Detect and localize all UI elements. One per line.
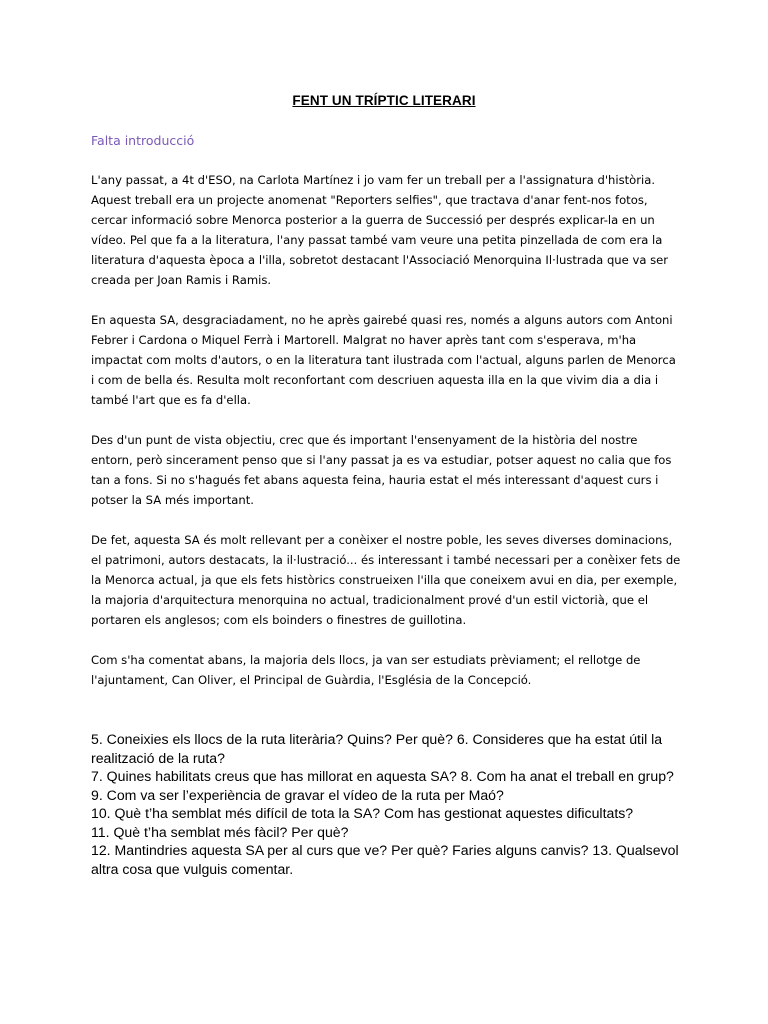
document-title: FENT UN TRÍPTIC LITERARI bbox=[292, 93, 476, 108]
paragraph: De fet, aquesta SA és molt rellevant per a conèixer el nostre poble, les seves diverses dominacions, el patrimoni, autors destacats, la il·lustració... és interessant i també necessari per a conèixer fets de la Menorca actual, ja que els fets històrics construeixen l'illa que coneixem avui en dia, per exemple, la majoria d'arquitectura menorquina no actual, tradicionalment prové d'un estil victorià, que el portaren els anglesos; com els boinders o finestres de guillotina. bbox=[91, 533, 681, 627]
question-item: 11. Què t’ha semblat més fàcil? Per què? bbox=[91, 823, 349, 840]
question-item: 9. Com va ser l’experiència de gravar el vídeo de la ruta per Maó? bbox=[91, 786, 504, 803]
paragraph: En aquesta SA, desgraciadament, no he après gairebé quasi res, només a alguns autors com Antoni Febrer i Cardona o Miquel Ferrà i Martorell. Malgrat no haver après tant com s'esperava, m'ha impactat com molts d'autors, o en la literatura tant ilustrada com l'actual, alguns parlen de Menorca i com de bella és. Resulta molt reconfortant com descriuen aquesta illa en la que vivim dia a dia i també l'art que es fa d'ella. bbox=[91, 313, 676, 407]
question-item: 5. Coneixies els llocs de la ruta literària? Quins? Per què? 6. Consideres que ha estat útil la realització de la ruta? bbox=[91, 731, 663, 766]
question-item: 12. Mantindries aquesta SA per al curs que ve? Per què? Faries alguns canvis? 13. Qualsevol altra cosa que vulguis comentar. bbox=[91, 842, 679, 877]
paragraph: Com s'ha comentat abans, la majoria dels llocs, ja van ser estudiats prèviament; el rellotge de l'ajuntament, Can Oliver, el Principal de Guàrdia, l'Església de la Concepció. bbox=[91, 653, 641, 687]
question-list bbox=[91, 730, 691, 878]
paragraph: L'any passat, a 4t d'ESO, na Carlota Martínez i jo vam fer un treball per a l'assignatura d'història. Aquest treball era un projecte anomenat "Reporters selfies", que tractava d'anar fent-nos fotos, cercar informació sobre Menorca posterior a la guerra de Successió per després explicar-la en un vídeo. Pel que fa a la literatura, l'any passat també vam veure una petita pinzellada de com era la literatura d'aquesta època a l'illa, sobretot destacant l'Associació Menorquina Il·lustrada que va ser creada per Joan Ramis i Ramis. bbox=[91, 173, 669, 287]
document-body bbox=[91, 170, 681, 710]
comment-note: Falta introducció bbox=[91, 133, 195, 148]
question-item: 10. Què t’ha semblat més difícil de tota la SA? Com has gestionat aquestes dificultats? bbox=[91, 805, 634, 821]
paragraph: Des d'un punt de vista objectiu, crec que és important l'ensenyament de la història del nostre entorn, però sincerament penso que si l'any passat ja es va estudiar, potser aquest no calia que fos tan a fons. Si no s'hagués fet abans aquesta feina, hauria estat el més interessant d'aquest curs i potser la SA més important. bbox=[91, 433, 672, 507]
question-item: 7. Quines habilitats creus que has millorat en aquesta SA? 8. Com ha anat el treball en grup? bbox=[91, 768, 674, 784]
